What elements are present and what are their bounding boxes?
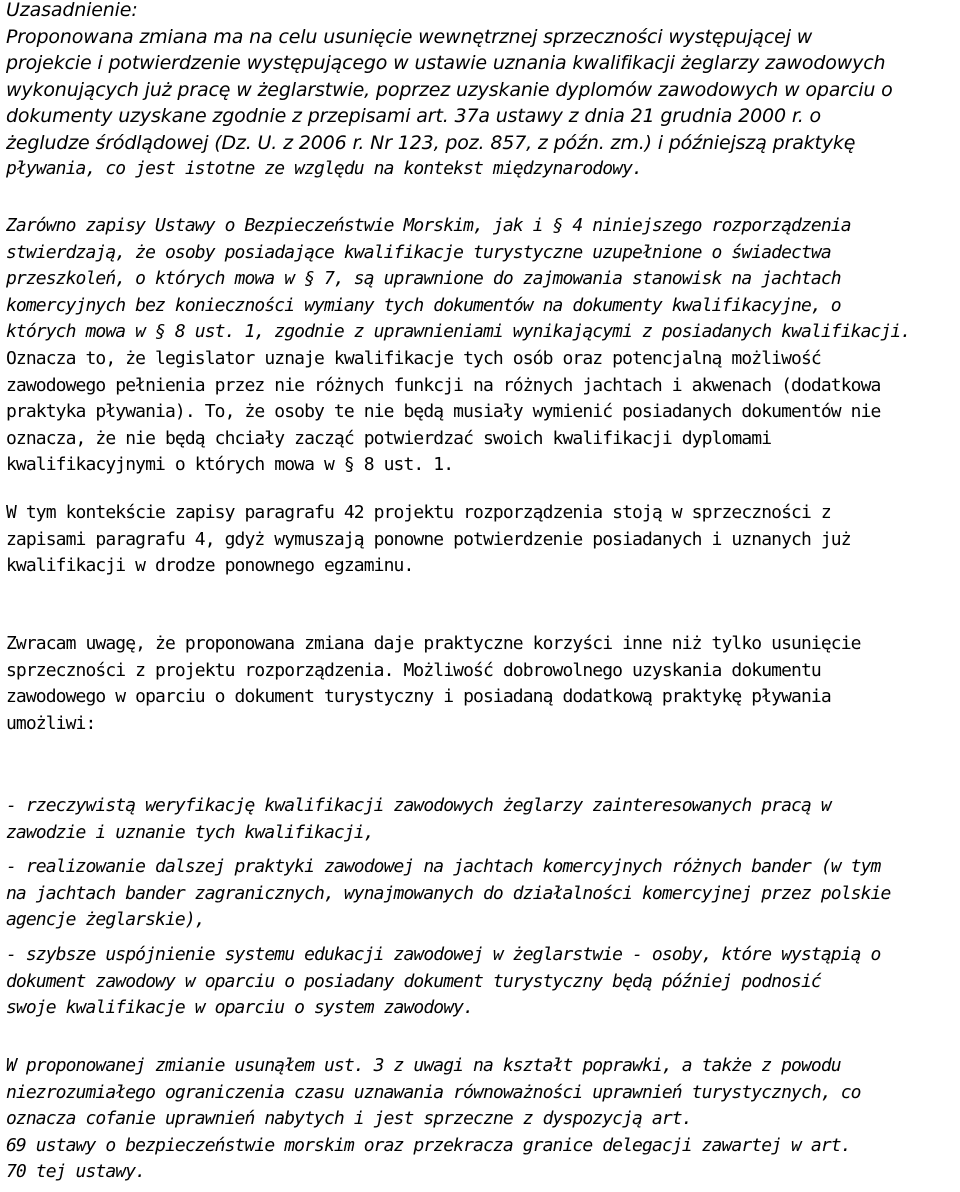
para2-line-7: zawodowego pełnienia przez nie różnych funkcji na różnych jachtach i akwenach (dodatkowa (6, 374, 881, 396)
justification-section (6, 0, 956, 183)
para4-line-2: sprzeczności z projektu rozporządzenia. Możliwość dobrowolnego uzyskania dokumentu (6, 659, 821, 681)
bullet2-line-1: - realizowanie dalszej praktyki zawodowej na jachtach komercyjnych różnych bander (w tym (6, 856, 881, 878)
para5-line-3: oznacza cofanie uprawnień nabytych i jest sprzeczne z dyspozycją art. (6, 1108, 692, 1130)
para2-line-9: oznacza, że nie będą chciały zacząć potwierdzać swoich kwalifikacji dyplomami (6, 427, 772, 449)
para2-line-3: przeszkoleń, o których mowa w § 7, są uprawnione do zajmowania stanowisk na jachtach (6, 268, 841, 290)
paragraph-context (6, 500, 956, 580)
para4-line-3: zawodowego w oparciu o dokument turystyczny i posiadaną dodatkową praktykę pływania (6, 686, 831, 708)
para2-line-1: Zarówno zapisy Ustawy o Bezpieczeństwie Morskim, jak i § 4 niniejszego rozporządzenia (6, 215, 851, 236)
list-item (6, 854, 956, 934)
para3-line-1: W tym kontekście zapisy paragrafu 42 projektu rozporządzenia stoją w sprzeczności z (6, 502, 831, 523)
benefits-list (6, 793, 956, 1022)
para2-line-10: kwalifikacyjnymi o których mowa w § 8 ust. 1. (6, 454, 454, 476)
intro-line-2: projekcie i potwierdzenie występującego w ustawie uznania kwalifikacji żeglarzy zawodowych (6, 52, 886, 74)
para5-line-5: 70 tej ustawy. (6, 1161, 146, 1183)
para2-line-4: komercyjnych bez konieczności wymiany tych dokumentów na dokumenty kwalifikacyjne, o (6, 294, 841, 316)
para4-line-4: umożliwi: (6, 712, 96, 734)
list-item (6, 942, 956, 1022)
bullet3-line-3: swoje kwalifikacje w oparciu o system zawodowy. (6, 997, 474, 1019)
intro-line-5: żegludze śródlądowej (Dz. U. z 2006 r. Nr 123, poz. 857, z późn. zm.) i późniejszą praktykę (6, 131, 856, 154)
para5-line-1: W proponowanej zmianie usunąłem ust. 3 z uwagi na kształt poprawki, a także z powodu (6, 1055, 841, 1076)
para5-line-4: 69 ustawy o bezpieczeństwie morskim oraz przekracza granice delegacji zawartej w art. (6, 1134, 851, 1156)
bullet3-line-1: - szybsze uspójnienie systemu edukacji zawodowej w żeglarstwie - osoby, które wystąpią o (6, 943, 881, 965)
list-item (6, 793, 956, 846)
paragraph-benefits (6, 631, 956, 737)
paragraph-removal (6, 1053, 956, 1186)
intro-line-3: wykonujących już pracę w żeglarstwie, poprzez uzyskanie dyplomów zawodowych w oparciu o (6, 78, 893, 101)
bullet2-line-2: na jachtach bander zagranicznych, wynajmowanych do działalności komercyjnej przez polskie (6, 882, 891, 904)
para5-line-2: niezrozumiałego ograniczenia czasu uznawania równoważności uprawnień turystycznych, co (6, 1081, 861, 1103)
para2-line-8: praktyka pływania). To, że osoby te nie będą musiały wymienić posiadanych dokumentów nie (6, 401, 881, 423)
para4-line-1: Zwracam uwagę, że proponowana zmiana daje praktyczne korzyści inne niż tylko usunięcie (6, 633, 861, 654)
bullet2-line-3: agencje żeglarskie), (6, 909, 205, 931)
intro-line-6: pływania, co jest istotne ze względu na kontekst międzynarodowy. (6, 158, 642, 179)
para2-line-5: których mowa w § 8 ust. 1, zgodnie z uprawnieniami wynikającymi z posiadanych kwalifikacji. (6, 321, 911, 343)
intro-line-1: Proponowana zmiana ma na celu usunięcie wewnętrznej sprzeczności występującej w (6, 25, 813, 48)
intro-line-4: dokumenty uzyskane zgodnie z przepisami art. 37a ustawy z dnia 21 grudnia 2000 r. o (6, 105, 821, 127)
paragraph-qualifications (6, 213, 956, 479)
para3-line-2: zapisami paragrafu 4, gdyż wymuszają ponowne potwierdzenie posiadanych i uznanych już (6, 528, 851, 550)
para3-line-3: kwalifikacji w drodze ponownego egzaminu. (6, 555, 414, 577)
para2-line-2: stwierdzają, że osoby posiadające kwalifikacje turystyczne uzupełnione o świadectwa (6, 241, 831, 263)
para2-line-6: Oznacza to, że legislator uznaje kwalifikacje tych osób oraz potencjalną możliwość (6, 347, 821, 369)
section-heading: Uzasadnienie: (6, 0, 138, 21)
bullet3-line-2: dokument zawodowy w oparciu o posiadany dokument turystyczny będą później podnosić (6, 970, 821, 992)
bullet1-line-2: zawodzie i uznanie tych kwalifikacji, (6, 821, 374, 843)
bullet1-line-1: - rzeczywistą weryfikację kwalifikacji zawodowych żeglarzy zainteresowanych pracą w (6, 795, 831, 816)
